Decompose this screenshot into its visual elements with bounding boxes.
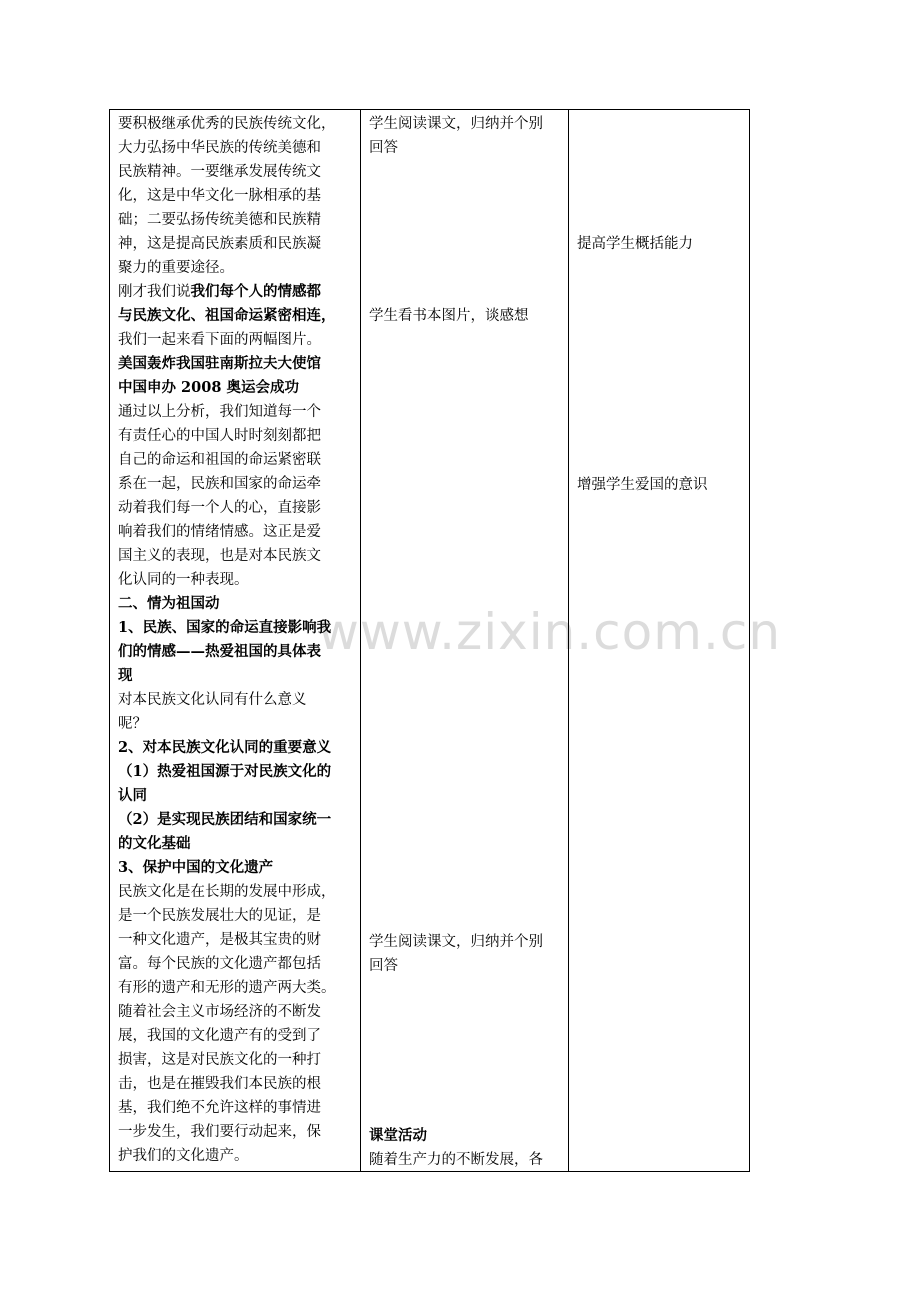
content-line: 动着我们每一个人的心，直接影	[118, 500, 321, 516]
content-line: 通过以上分析，我们知道每一个	[118, 404, 321, 420]
content-line: 1、民族、国家的命运直接影响我	[118, 619, 332, 636]
student-activity-text: 回答	[369, 958, 398, 974]
lesson-plan-table	[109, 109, 750, 1172]
student-activity-text: 学生阅读课文，归纳并个别	[369, 934, 543, 950]
content-line: 我们一起来看下面的两幅图片。	[118, 332, 321, 348]
content-line: 呢？	[118, 716, 147, 732]
student-activity-text: 学生阅读课文，归纳并个别	[369, 116, 543, 132]
content-line: 化，这是中华文化一脉相承的基	[118, 188, 321, 204]
design-intent-column	[569, 110, 749, 1171]
content-line: 展，我国的文化遗产有的受到了	[118, 1028, 321, 1044]
student-activity-text: 随着生产力的不断发展，各	[369, 1152, 543, 1168]
content-line: 础；二要弘扬传统美德和民族精	[118, 212, 321, 228]
content-line: 大力弘扬中华民族的传统美德和	[118, 140, 321, 156]
content-line: 化认同的一种表现。	[118, 572, 249, 588]
content-line: 国主义的表现，也是对本民族文	[118, 548, 321, 564]
design-intent-text: 提高学生概括能力	[577, 236, 693, 252]
content-line: 与民族文化、祖国命运紧密相连，	[118, 307, 336, 324]
content-line: 要积极继承优秀的民族传统文化，	[118, 116, 336, 132]
content-line: （1）热爱祖国源于对民族文化的	[118, 763, 332, 780]
content-line: 认同	[118, 787, 147, 804]
student-activity-text: 回答	[369, 140, 398, 156]
content-line: 民族文化是在长期的发展中形成，	[118, 884, 336, 900]
content-line: 损害，这是对民族文化的一种打	[118, 1052, 321, 1068]
student-activity-column	[361, 110, 569, 1171]
content-line: 自己的命运和祖国的命运紧密联	[118, 452, 321, 468]
content-line: 神，这是提高民族素质和民族凝	[118, 236, 321, 252]
content-line: 有责任心的中国人时时刻刻都把	[118, 428, 321, 444]
content-line: 现	[118, 667, 133, 684]
content-line	[118, 280, 354, 304]
design-intent-text: 增强学生爱国的意识	[577, 477, 708, 493]
content-line: 3、保护中国的文化遗产	[118, 859, 274, 876]
teaching-content-column	[110, 110, 361, 1171]
content-line: 美国轰炸我国驻南斯拉夫大使馆	[118, 355, 321, 372]
content-line-bold: 我们每个人的情感都	[190, 283, 321, 300]
content-line: 们的情感——热爱祖国的具体表	[118, 643, 321, 660]
content-line: 二、情为祖国动	[118, 595, 220, 612]
content-line: 2、对本民族文化认同的重要意义	[118, 739, 332, 756]
content-line: 的文化基础	[118, 835, 191, 852]
content-line: 中国申办 2008 奥运会成功	[118, 379, 299, 396]
content-line: 一步发生，我们要行动起来，保	[118, 1124, 321, 1140]
content-line: 有形的遗产和无形的遗产两大类。	[118, 980, 336, 996]
watermark: www.zixin.com.cn	[318, 603, 782, 661]
content-line: 富。每个民族的文化遗产都包括	[118, 956, 321, 972]
content-line: 是一个民族发展壮大的见证，是	[118, 908, 321, 924]
class-activity-heading: 课堂活动	[369, 1127, 427, 1144]
content-line: （2）是实现民族团结和国家统一	[118, 811, 332, 828]
content-line: 聚力的重要途径。	[118, 260, 234, 276]
content-line: 随着社会主义市场经济的不断发	[118, 1004, 321, 1020]
content-line: 民族精神。一要继承发展传统文	[118, 164, 321, 180]
content-line: 一种文化遗产，是极其宝贵的财	[118, 932, 321, 948]
content-line: 响着我们的情绪情感。这正是爱	[118, 524, 321, 540]
content-line: 击，也是在摧毁我们本民族的根	[118, 1076, 321, 1092]
content-line: 基，我们绝不允许这样的事情进	[118, 1100, 321, 1116]
content-line: 系在一起，民族和国家的命运牵	[118, 476, 321, 492]
content-line-normal: 刚才我们说	[118, 284, 191, 300]
content-line: 护我们的文化遗产。	[118, 1148, 249, 1164]
student-activity-text: 学生看书本图片，谈感想	[369, 308, 529, 324]
content-line: 对本民族文化认同有什么意义	[118, 692, 307, 708]
